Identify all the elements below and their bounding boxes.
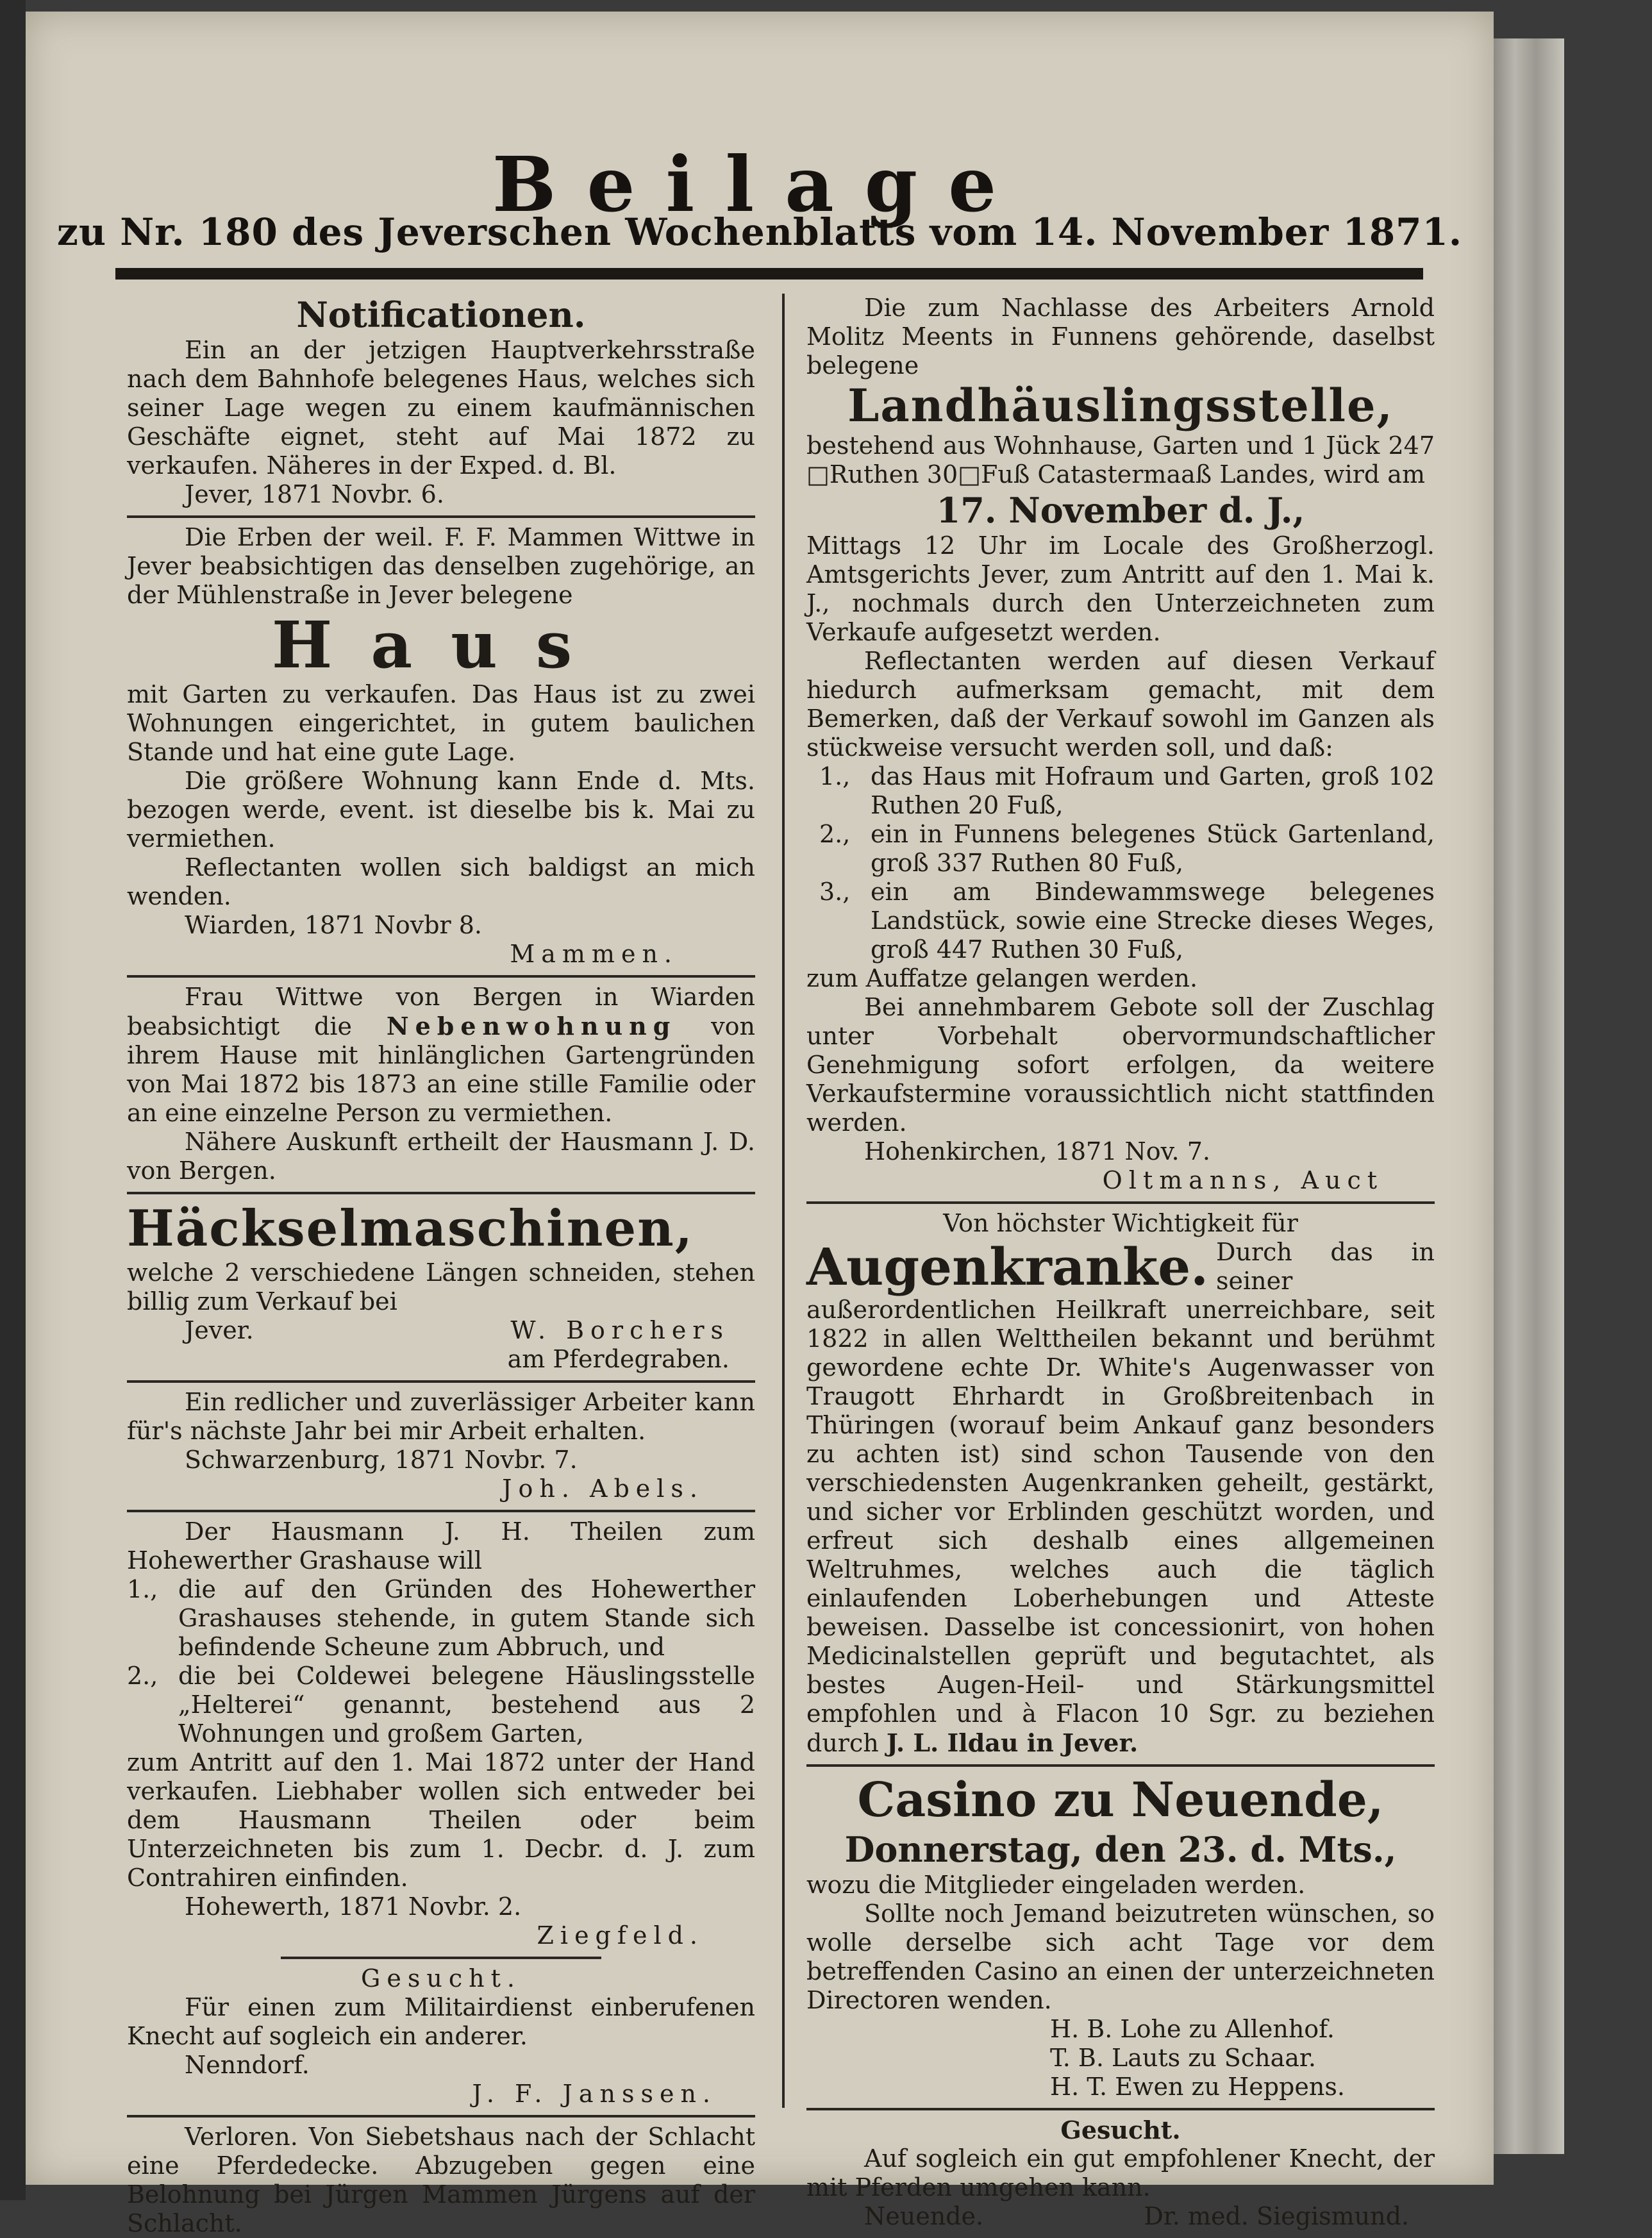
divider <box>127 1380 755 1383</box>
left-column <box>127 294 755 2238</box>
gesucht-ad <box>127 1964 755 2109</box>
nebenwohnung-text1c: von ihrem Hause mit hinlänglichen Gartengründen von Mai 1872 bis 1873 an eine stille Familie oder an eine einzelne Person zu vermiethen. <box>127 1012 755 1127</box>
haeckselmaschinen-headline: Häckselmaschinen, <box>127 1199 694 1258</box>
divider <box>806 1201 1435 1204</box>
masthead-title: Beilage <box>492 140 1028 229</box>
item-number: 1., <box>819 762 851 790</box>
divider <box>806 1764 1435 1767</box>
item-number: 1., <box>127 1575 158 1603</box>
divider <box>806 2108 1435 2110</box>
director: H. B. Lohe zu Allenhof. <box>1050 2015 1335 2043</box>
director: H. T. Ewen zu Heppens. <box>1050 2073 1345 2101</box>
notif-heading: Notificationen. <box>296 294 586 335</box>
item-text: ein in Funnens belegenes Stück Gartenland, groß 337 Ruthen 80 Fuß, <box>871 820 1435 877</box>
notif-place: Jever, 1871 Novbr. 6. <box>185 480 444 508</box>
landh-place: Hohenkirchen, 1871 Nov. 7. <box>864 1137 1210 1165</box>
arbeiter-place: Schwarzenburg, 1871 Novbr. 7. <box>185 1446 578 1474</box>
augen-seller: J. L. Ildau in Jever. <box>886 1728 1139 1757</box>
haus-intro: Die Erben der weil. F. F. Mammen Wittwe in Jever beabsichtigen das denselben zugehörige, an der Mühlenstraße in Jever belegene <box>127 523 755 609</box>
haus-headline: Haus <box>271 607 611 683</box>
casino-headline: Casino zu Neuende, <box>857 1773 1384 1828</box>
divider <box>127 1510 755 1512</box>
column-divider <box>782 294 785 2108</box>
haeckselmaschinen-text: welche 2 verschiedene Längen schneiden, stehen billig zum Verkauf bei <box>127 1258 755 1315</box>
landh-list <box>806 762 1435 964</box>
list-item <box>127 1662 755 1748</box>
landh-text1: bestehend aus Wohnhause, Garten und 1 Jück 247 □Ruthen 30□Fuß Catastermaaß Landes, wird am <box>806 431 1435 489</box>
gesucht-heading: Gesucht. <box>361 1964 521 1992</box>
item-number: 2., <box>819 820 851 848</box>
gesucht-signature: J. F. Janssen. <box>472 2080 717 2108</box>
theilen-outro: zum Antritt auf den 1. Mai 1872 unter der Hand verkaufen. Liebhaber wollen sich entweder bei dem Hausmann Theilen oder beim Unterzeichneten bis zum 1. Decbr. d. J. zum Contrahiren einfinden. <box>127 1748 755 1892</box>
divider <box>127 515 755 518</box>
theilen-intro: Der Hausmann J. H. Theilen zum Hohewerther Grashause will <box>127 1517 755 1574</box>
landh-headline: Landhäuslingsstelle, <box>847 379 1394 432</box>
haus-text3: Reflectanten wollen sich baldigst an mich wenden. <box>127 853 755 910</box>
list-item <box>127 1575 755 1662</box>
landh-date: 17. November d. J., <box>936 490 1305 531</box>
haeckselmaschinen-sig2: am Pferdegraben. <box>507 1345 730 1373</box>
page-stack-edge <box>1494 38 1564 2154</box>
augen-body <box>806 1238 1435 1758</box>
nebenwohnung-text1a: Frau Wittwe von Bergen in Wiarden beabsichtigt die <box>127 983 755 1040</box>
gesucht2-signature: Dr. med. Siegismund. <box>1144 2202 1409 2230</box>
haeckselmaschinen-place: Jever. <box>185 1316 254 1344</box>
gesucht2-place: Neuende. <box>864 2202 984 2230</box>
book-gutter <box>0 0 26 2200</box>
haeckselmaschinen-sigrow <box>127 1316 755 1345</box>
landhaeusling-ad <box>806 294 1435 1195</box>
casino-date: Donnerstag, den 23. d. Mts., <box>844 1829 1397 1870</box>
theilen-ad <box>127 1517 755 1950</box>
theilen-signature: Ziegfeld. <box>537 1921 704 1950</box>
haus-place: Wiarden, 1871 Novbr 8. <box>185 911 483 939</box>
augen-text: Durch das in seiner außerordentlichen Heilkraft unerreichbare, seit 1822 in allen Welttheilen bekannt und berühmt gewordene echte Dr. White's Augenwasser von Traugott Ehrhardt in Großbreitenbach in Thüringen (worauf beim Ankauf ganz besonders zu achten ist) sind schon Tausende von den verschiedensten Augenkranken geheilt, gestärkt, und sicher vor Erblinden geschützt worden, und erfreut sich deshalb eines allgemeinen Weltruhmes, welches auch die täglich einlaufenden Loberhebungen und Atteste beweisen. Dasselbe ist concessionirt, von hohen Medicinalstellen geprüft und begutachtet, als bestes Augen-Heil- und Stärkungsmittel empfohlen und à Flacon 10 Sgr. zu beziehen durch <box>806 1238 1435 1757</box>
newspaper-page <box>26 12 1494 2237</box>
gesucht-place: Nenndorf. <box>185 2051 310 2079</box>
augen-kicker: Von höchster Wichtigkeit für <box>943 1209 1298 1237</box>
arbeiter-signature: Joh. Abels. <box>502 1474 704 1503</box>
item-number: 2., <box>127 1662 158 1690</box>
divider <box>281 1957 601 1959</box>
list-item <box>806 820 1435 878</box>
gesucht-text: Für einen zum Militairdienst einberufenen Knecht auf sogleich ein anderer. <box>127 1993 755 2050</box>
nebenwohnung-keyword: Nebenwohnung <box>386 1012 677 1040</box>
masthead-subtitle: zu Nr. 180 des Jeverschen Wochenblatts vom 14. November 1871. <box>56 210 1463 254</box>
nebenwohnung-text1 <box>127 983 755 1128</box>
divider <box>127 1192 755 1194</box>
gesucht2-sigrow <box>806 2202 1435 2231</box>
notif-text: Ein an der jetzigen Hauptverkehrsstraße nach dem Bahnhofe belegenes Haus, welches sich seiner Lage wegen zu einem kaufmännischen Geschäfte eignet, steht auf Mai 1872 zu verkaufen. Näheres in der Exped. d. Bl. <box>127 336 755 480</box>
item-text: ein am Bindewammswege belegenes Landstück, sowie eine Strecke dieses Weges, groß 447 Ruthen 30 Fuß, <box>871 878 1435 964</box>
notif-block <box>127 336 755 509</box>
verloren-ad <box>127 2123 755 2238</box>
arbeiter-text: Ein redlicher und zuverlässiger Arbeiter kann für's nächste Jahr bei mir Arbeit erhalten. <box>127 1388 755 1445</box>
item-text: die bei Coldewei belegene Häuslingsstelle „Helterei“ genannt, bestehend aus 2 Wohnungen und großem Garten, <box>178 1662 755 1748</box>
landh-intro: Die zum Nachlasse des Arbeiters Arnold Molitz Meents in Funnens gehörende, daselbst belegene <box>806 294 1435 380</box>
theilen-place: Hohewerth, 1871 Novbr. 2. <box>185 1892 522 1921</box>
item-text: das Haus mit Hofraum und Garten, groß 102 Ruthen 20 Fuß, <box>871 762 1435 819</box>
arbeiter-ad <box>127 1388 755 1503</box>
gesucht2-text: Auf sogleich ein gut empfohlener Knecht, der mit Pferden umgehen kann. <box>806 2144 1435 2201</box>
casino-text1: wozu die Mitglieder eingeladen werden. <box>806 1871 1306 1899</box>
right-column <box>806 294 1435 2231</box>
haus-text1: mit Garten zu verkaufen. Das Haus ist zu zwei Wohnungen eingerichtet, in gutem baulichen Stande und hat eine gute Lage. <box>127 680 755 766</box>
landh-text2: Mittags 12 Uhr im Locale des Großherzogl. Amtsgerichts Jever, zum Antritt auf den 1. Mai k. J., nochmals durch den Unterzeichneten zum Verkaufe aufgesetzt werden. <box>806 531 1435 646</box>
casino-directors <box>806 2015 1435 2101</box>
landh-text3: Reflectanten werden auf diesen Verkauf hiedurch aufmerksam gemacht, mit dem Bemerken, daß der Verkauf sowohl im Ganzen als stückweise versucht werden soll, und daß: <box>806 647 1435 762</box>
haus-ad <box>127 523 755 969</box>
theilen-list <box>127 1575 755 1748</box>
masthead-rule <box>115 268 1423 280</box>
divider <box>127 975 755 978</box>
verloren-text: Verloren. Von Siebetshaus nach der Schlacht eine Pferdedecke. Abzugeben gegen eine Belohnung bei Jürgen Mammen Jürgens auf der Schlacht. <box>127 2123 755 2237</box>
nebenwohnung-text2: Nähere Auskunft ertheilt der Hausmann J. D. von Bergen. <box>127 1128 755 1185</box>
augenkranke-ad <box>806 1209 1435 1758</box>
haus-signature: Mammen. <box>510 940 678 968</box>
gesucht2-ad <box>806 2116 1435 2231</box>
landh-text5: Bei annehmbarem Gebote soll der Zuschlag unter Vorbehalt obervormundschaftlicher Genehmigung sofort erfolgen, da weitere Verkaufstermine voraussichtlich nicht stattfinden werden. <box>806 993 1435 1137</box>
divider <box>127 2115 755 2117</box>
landh-text4: zum Auffatze gelangen werden. <box>806 964 1198 992</box>
haeckselmaschinen-ad <box>127 1199 755 1374</box>
landh-signature: Oltmanns, Auct <box>1102 1166 1383 1194</box>
nebenwohnung-ad <box>127 983 755 1185</box>
list-item <box>806 762 1435 820</box>
haus-text2: Die größere Wohnung kann Ende d. Mts. bezogen werde, event. ist dieselbe bis k. Mai zu vermiethen. <box>127 767 755 853</box>
haeckselmaschinen-sig1: W. Borchers <box>510 1316 730 1344</box>
casino-text2: Sollte noch Jemand beizutreten wünschen, so wolle derselbe sich acht Tage vor dem betreffenden Casino an einen der unterzeichneten Directoren wenden. <box>806 1900 1435 2014</box>
item-number: 3., <box>819 878 851 906</box>
director: T. B. Lauts zu Schaar. <box>1050 2044 1316 2072</box>
list-item <box>806 878 1435 964</box>
gesucht2-heading: Gesucht. <box>1060 2116 1181 2144</box>
item-text: die auf den Gründen des Hohewerther Grashauses stehende, in gutem Stande sich befindende Scheune zum Abbruch, und <box>178 1575 755 1661</box>
augen-headline: Augenkranke. <box>806 1237 1208 1297</box>
casino-ad <box>806 1772 1435 2101</box>
